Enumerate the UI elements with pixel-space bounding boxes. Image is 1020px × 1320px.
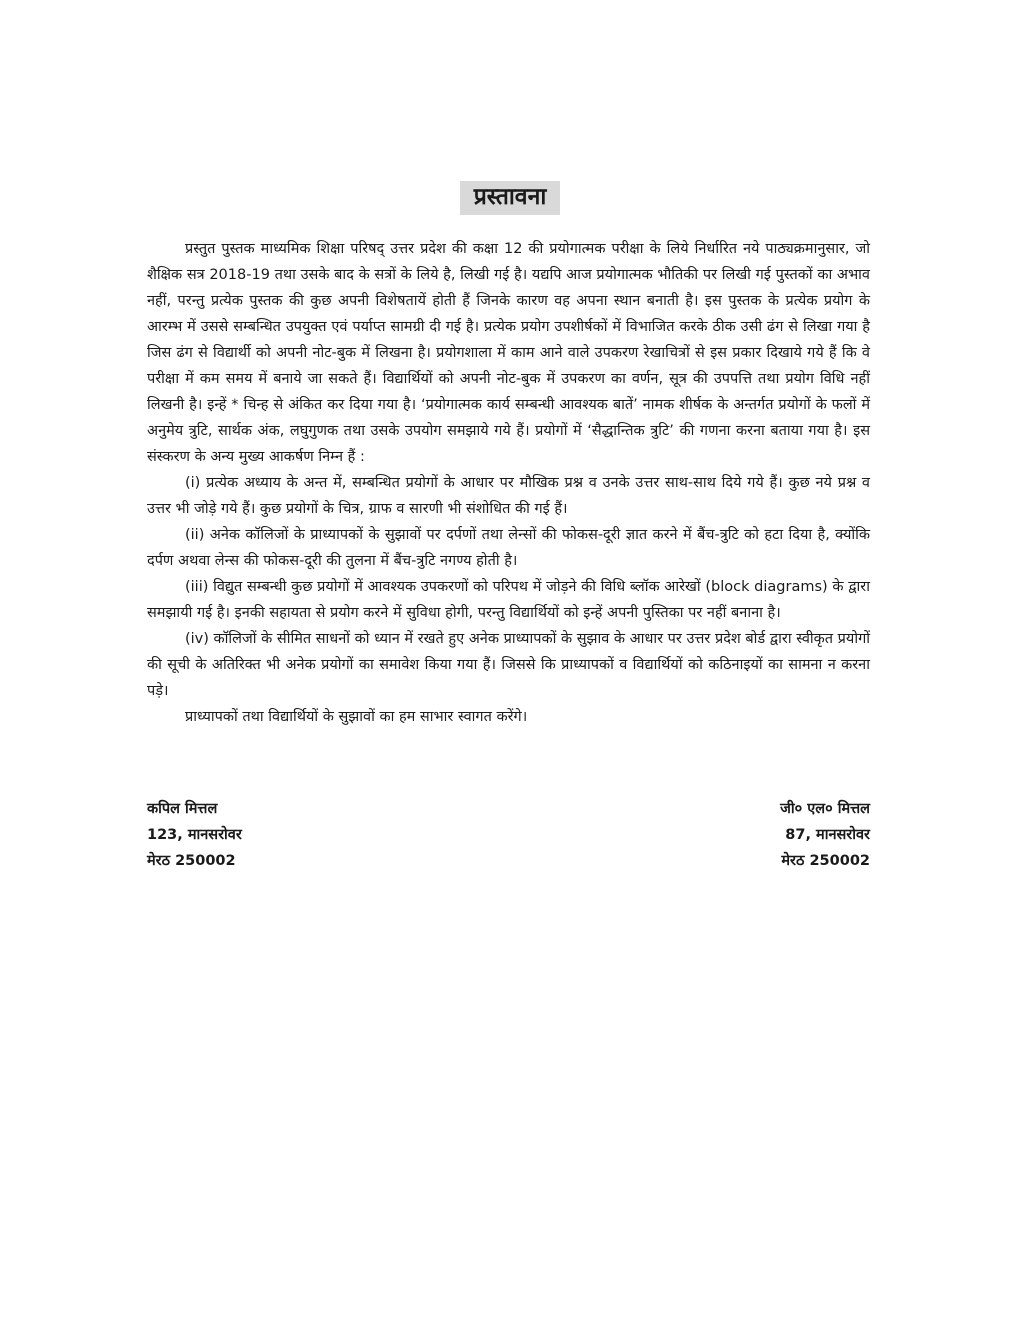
author-address: 123, मानसरोवर <box>147 827 242 843</box>
paragraph-point-iv: (iv) कॉलिजों के सीमित साधनों को ध्यान में रखते हुए अनेक प्राध्यापकों के सुझाव के आधार पर उत्तर प्रदेश बोर्ड द्वारा स्वीकृत प्रयोगों की सूची के अतिरिक्त भी अनेक प्रयोगों का समावेश किया गया हैं। जिससे कि प्राध्यापकों व विद्यार्थियों को कठिनाइयों का सामना न करना पड़े। <box>147 631 870 699</box>
author-city: मेरठ 250002 <box>781 853 870 869</box>
paragraph-intro: प्रस्तुत पुस्तक माध्यमिक शिक्षा परिषद् उत्तर प्रदेश की कक्षा 12 की प्रयोगात्मक परीक्षा के लिये निर्धारित नये पाठ्यक्रमानुसार, जो शैक्षिक सत्र 2018-19 तथा उसके बाद के सत्रों के लिये है, लिखी गई है। यद्यपि आज प्रयोगात्मक भौतिकी पर लिखी गई पुस्तकों का अभाव नहीं, परन्तु प्रत्येक पुस्तक की कुछ अपनी विशेषतायें होती हैं जिनके कारण वह अपना स्थान बनाती है। इस पुस्तक के प्रत्येक प्रयोग के आरम्भ में उससे सम्बन्धित उपयुक्त एवं पर्याप्त सामग्री दी गई है। प्रत्येक प्रयोग उपशीर्षकों में विभाजित करके ठीक उसी ढंग से लिखा गया है जिस ढंग से विद्यार्थी को अपनी नोट-बुक में लिखना है। प्रयोगशाला में काम आने वाले उपकरण रेखाचित्रों से इस प्रकार दिखाये गये हैं कि वे परीक्षा में कम समय में बनाये जा सकते हैं। विद्यार्थियों को अपनी नोट-बुक में उपकरण का वर्णन, सूत्र की उपपत्ति तथा प्रयोग विधि नहीं लिखनी है। इन्हें * चिन्ह से अंकित कर दिया गया है। ‘प्रयोगात्मक कार्य सम्बन्धी आवश्यक बातें’ नामक शीर्षक के अन्तर्गत प्रयोगों के फलों में अनुमेय त्रुटि, सार्थक अंक, लघुगुणक तथा उसके उपयोग समझाये गये हैं। प्रयोगों में ‘सैद्धान्तिक त्रुटि’ की गणना करना बताया गया है। इस संस्करण के अन्य मुख्य आकर्षण निम्न हैं : <box>147 241 870 465</box>
author-name: जी० एल० मित्तल <box>780 801 870 817</box>
page-title: प्रस्तावना <box>460 181 561 215</box>
title-container <box>0 181 1020 215</box>
signature-right <box>780 796 870 874</box>
paragraph-closing: प्राध्यापकों तथा विद्यार्थियों के सुझावों का हम साभार स्वागत करेंगे। <box>185 709 528 725</box>
author-city: मेरठ 250002 <box>147 853 236 869</box>
preface-body <box>147 236 870 730</box>
signature-left <box>147 796 242 874</box>
author-name: कपिल मित्तल <box>147 801 218 817</box>
paragraph-point-ii: (ii) अनेक कॉलिजों के प्राध्यापकों के सुझावों पर दर्पणों तथा लेन्सों की फोकस-दूरी ज्ञात करने में बैंच-त्रुटि को हटा दिया है, क्योंकि दर्पण अथवा लेन्स की फोकस-दूरी की तुलना में बैंच-त्रुटि नगण्य होती है। <box>147 527 870 569</box>
author-address: 87, मानसरोवर <box>785 827 870 843</box>
paragraph-point-i: (i) प्रत्येक अध्याय के अन्त में, सम्बन्धित प्रयोगों के आधार पर मौखिक प्रश्न व उनके उत्तर साथ-साथ दिये गये हैं। कुछ नये प्रश्न व उत्तर भी जोड़े गये हैं। कुछ प्रयोगों के चित्र, ग्राफ व सारणी भी संशोधित की गई हैं। <box>147 475 870 517</box>
paragraph-point-iii: (iii) विद्युत सम्बन्धी कुछ प्रयोगों में आवश्यक उपकरणों को परिपथ में जोड़ने की विधि ब्लॉक आरेखों (block diagrams) के द्वारा समझायी गई है। इनकी सहायता से प्रयोग करने में सुविधा होगी, परन्तु विद्यार्थियों को इन्हें अपनी पुस्तिका पर नहीं बनाना है। <box>147 579 870 621</box>
